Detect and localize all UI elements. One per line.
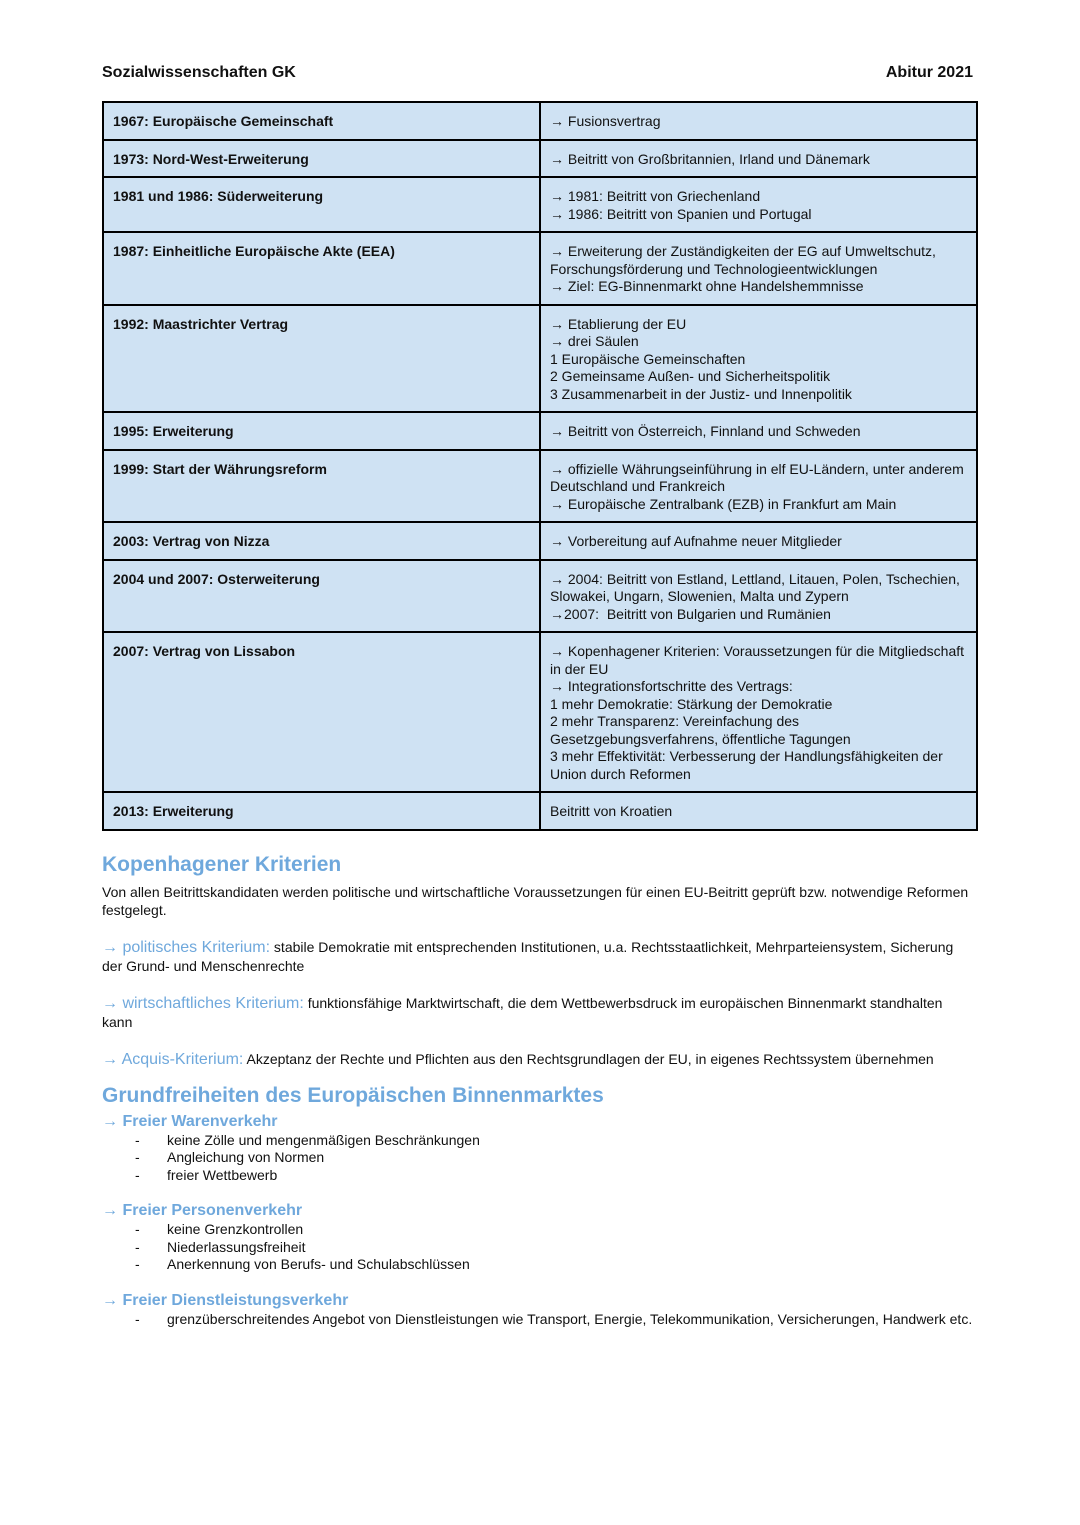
list-item bbox=[102, 1167, 973, 1185]
criterion-paragraph bbox=[102, 994, 973, 1031]
kopenhagen-section bbox=[102, 853, 973, 1069]
timeline-detail-line: → Beitritt von Österreich, Finnland und Schweden bbox=[550, 423, 861, 439]
kopenhagen-heading: Kopenhagener Kriterien bbox=[102, 852, 342, 876]
timeline-event: 1987: Einheitliche Europäische Akte (EEA) bbox=[103, 232, 540, 305]
timeline-details bbox=[540, 305, 977, 413]
timeline-details bbox=[540, 522, 977, 560]
list-item-text: keine Zölle und mengenmäßigen Beschränkungen bbox=[167, 1131, 480, 1148]
freedom-heading: → Freier Warenverkehr bbox=[102, 1112, 278, 1130]
timeline-detail-line: → Ziel: EG-Binnenmarkt ohne Handelshemmnisse bbox=[550, 278, 864, 294]
list-item-text: grenzüberschreitendes Angebot von Dienstleistungen wie Transport, Energie, Telekommunikation, Versicherungen, Handwerk etc. bbox=[167, 1310, 973, 1327]
criterion-label: → wirtschaftliches Kriterium: bbox=[102, 994, 304, 1012]
timeline-event: 1967: Europäische Gemeinschaft bbox=[103, 102, 540, 140]
timeline-event: 1981 und 1986: Süderweiterung bbox=[103, 177, 540, 232]
timeline-detail-line: 3 mehr Effektivität: Verbesserung der Handlungsfähigkeiten der Union durch Reformen bbox=[550, 748, 947, 782]
criterion-label: → Acquis-Kriterium: bbox=[102, 1050, 244, 1068]
timeline-detail-line: → Kopenhagener Kriterien: Voraussetzungen für die Mitgliedschaft in der EU bbox=[550, 643, 968, 677]
list-item bbox=[102, 1239, 973, 1257]
timeline-detail-line: Beitritt von Kroatien bbox=[550, 803, 673, 819]
timeline-detail-line: 2 Gemeinsame Außen- und Sicherheitspolitik bbox=[550, 368, 831, 384]
kopenhagen-intro: Von allen Beitrittskandidaten werden politische und wirtschaftliche Voraussetzungen für einen EU-Beitritt geprüft bzw. notwendige Reformen festgelegt. bbox=[102, 883, 969, 918]
timeline-event: 1999: Start der Währungsreform bbox=[103, 450, 540, 523]
timeline-event: 2013: Erweiterung bbox=[103, 792, 540, 830]
timeline-detail-line: → offizielle Währungseinführung in elf EU-Ländern, unter anderem Deutschland und Frankreich bbox=[550, 460, 968, 494]
timeline-event: 2007: Vertrag von Lissabon bbox=[103, 632, 540, 792]
freedom-list bbox=[102, 1221, 973, 1274]
timeline-row bbox=[103, 232, 977, 305]
timeline-row bbox=[103, 140, 977, 178]
timeline-detail-line: → Vorbereitung auf Aufnahme neuer Mitglieder bbox=[550, 533, 842, 549]
list-item bbox=[102, 1256, 973, 1274]
timeline-details bbox=[540, 412, 977, 450]
timeline-event: 2003: Vertrag von Nizza bbox=[103, 522, 540, 560]
exam-year: Abitur 2021 bbox=[885, 64, 973, 81]
page-header bbox=[102, 64, 973, 86]
timeline-row bbox=[103, 450, 977, 523]
list-item-text: Niederlassungsfreiheit bbox=[167, 1238, 306, 1255]
dash-bullet: - bbox=[135, 1310, 140, 1327]
timeline-detail-line: → 1986: Beitritt von Spanien und Portugal bbox=[550, 205, 812, 222]
timeline-details bbox=[540, 102, 977, 140]
list-item bbox=[102, 1149, 973, 1167]
binnenmarkt-heading: Grundfreiheiten des Europäischen Binnenmarktes bbox=[102, 1083, 604, 1107]
dash-bullet: - bbox=[135, 1166, 140, 1183]
binnenmarkt-section bbox=[102, 1084, 973, 1329]
criterion-paragraph bbox=[102, 1050, 973, 1069]
timeline-detail-line: → Etablierung der EU bbox=[550, 315, 687, 332]
list-item bbox=[102, 1311, 973, 1329]
timeline-details bbox=[540, 177, 977, 232]
freedom-list bbox=[102, 1132, 973, 1185]
criterion-paragraph bbox=[102, 938, 973, 975]
timeline-detail-line: 1 Europäische Gemeinschaften bbox=[550, 350, 746, 367]
timeline-event: 2004 und 2007: Osterweiterung bbox=[103, 560, 540, 633]
timeline-detail-line: → Beitritt von Großbritannien, Irland und Dänemark bbox=[550, 150, 870, 167]
timeline-detail-line: → Erweiterung der Zuständigkeiten der EG auf Umweltschutz, Forschungsförderung und Technologieentwicklungen bbox=[550, 243, 940, 277]
timeline-detail-line: → Integrationsfortschritte des Vertrags: bbox=[550, 678, 793, 694]
list-item bbox=[102, 1132, 973, 1150]
list-item-text: freier Wettbewerb bbox=[167, 1166, 278, 1183]
timeline-details bbox=[540, 450, 977, 523]
timeline-detail-line: 2 mehr Transparenz: Vereinfachung des Gesetzgebungsverfahrens, öffentliche Tagungen bbox=[550, 713, 851, 747]
timeline-detail-line: → drei Säulen bbox=[550, 333, 639, 349]
freedom-heading: → Freier Personenverkehr bbox=[102, 1202, 303, 1219]
eu-timeline-table bbox=[102, 101, 978, 831]
timeline-event: 1973: Nord-West-Erweiterung bbox=[103, 140, 540, 178]
timeline-detail-line: 1 mehr Demokratie: Stärkung der Demokratie bbox=[550, 695, 833, 712]
timeline-row bbox=[103, 792, 977, 830]
timeline-details bbox=[540, 792, 977, 830]
timeline-row bbox=[103, 102, 977, 140]
timeline-detail-line: → Fusionsvertrag bbox=[550, 113, 661, 129]
timeline-details bbox=[540, 140, 977, 178]
timeline-details bbox=[540, 232, 977, 305]
dash-bullet: - bbox=[135, 1221, 140, 1237]
timeline-row bbox=[103, 305, 977, 413]
criterion-text: stabile Demokratie mit entsprechenden Institutionen, u.a. Rechtsstaatlichkeit, Mehrparteiensystem, Sicherung der Grund- und Menschenrechte bbox=[102, 938, 954, 974]
subject-title: Sozialwissenschaften GK bbox=[102, 64, 296, 81]
timeline-row bbox=[103, 522, 977, 560]
criterion-text: Akzeptanz der Rechte und Pflichten aus den Rechtsgrundlagen der EU, in eigenes Rechtssystem übernehmen bbox=[243, 1050, 934, 1067]
timeline-detail-line: 3 Zusammenarbeit in der Justiz- und Innenpolitik bbox=[550, 385, 852, 402]
timeline-details bbox=[540, 632, 977, 792]
timeline-row bbox=[103, 632, 977, 792]
list-item-text: Angleichung von Normen bbox=[167, 1149, 325, 1165]
dash-bullet: - bbox=[135, 1256, 140, 1272]
criterion-label: → politisches Kriterium: bbox=[102, 938, 271, 956]
timeline-row bbox=[103, 177, 977, 232]
timeline-details bbox=[540, 560, 977, 633]
document-page bbox=[102, 64, 973, 1328]
timeline-event: 1992: Maastrichter Vertrag bbox=[103, 305, 540, 413]
timeline-row bbox=[103, 412, 977, 450]
dash-bullet: - bbox=[135, 1131, 140, 1148]
dash-bullet: - bbox=[135, 1238, 140, 1255]
timeline-detail-line: → 2004: Beitritt von Estland, Lettland, Litauen, Polen, Tschechien, Slowakei, Ungarn, Slowenien, Malta und Zypern bbox=[550, 570, 964, 604]
list-item-text: keine Grenzkontrollen bbox=[167, 1221, 304, 1237]
timeline-detail-line: →2007: Beitritt von Bulgarien und Rumänien bbox=[550, 605, 831, 622]
timeline-event: 1995: Erweiterung bbox=[103, 412, 540, 450]
dash-bullet: - bbox=[135, 1149, 140, 1165]
timeline-detail-line: → 1981: Beitritt von Griechenland bbox=[550, 188, 761, 204]
timeline-row bbox=[103, 560, 977, 633]
list-item bbox=[102, 1221, 973, 1239]
list-item-text: Anerkennung von Berufs- und Schulabschlüssen bbox=[167, 1256, 470, 1272]
freedom-heading: → Freier Dienstleistungsverkehr bbox=[102, 1291, 349, 1309]
timeline-detail-line: → Europäische Zentralbank (EZB) in Frankfurt am Main bbox=[550, 495, 897, 512]
freedom-list bbox=[102, 1311, 973, 1329]
criterion-text: funktionsfähige Marktwirtschaft, die dem Wettbewerbsdruck im europäischen Binnenmarkt standhalten kann bbox=[102, 994, 943, 1030]
